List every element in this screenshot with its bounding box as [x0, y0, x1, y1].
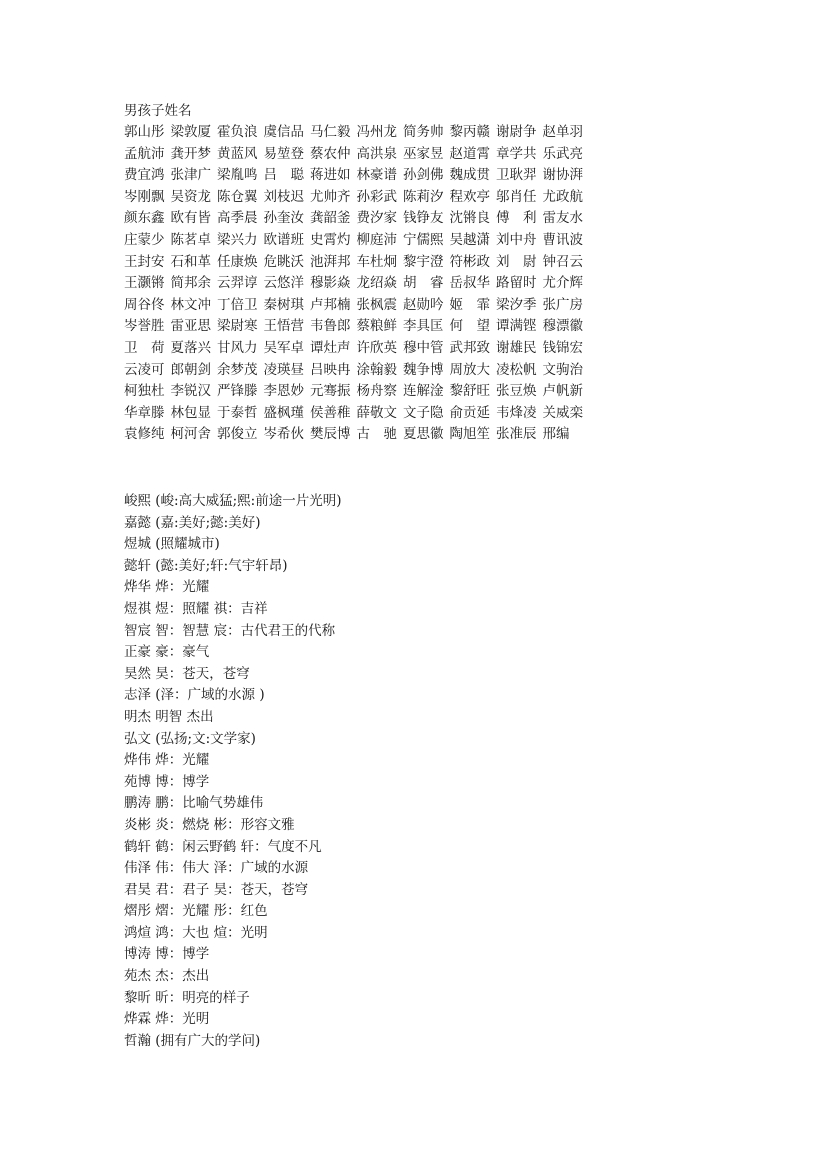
name-item: 费宜鸿: [124, 167, 165, 184]
name-item: 夏落兴: [170, 339, 211, 356]
name-item: 凌松帆: [496, 361, 537, 378]
meaning-line: 哲瀚 (拥有广大的学问): [124, 1032, 261, 1049]
name-item: 涂翰毅: [356, 361, 397, 378]
name-item: 虞信品: [263, 124, 304, 140]
name-item: 吕映冉: [310, 361, 351, 378]
name-item: 关威栾: [542, 404, 583, 421]
name-item: 冯州龙: [356, 124, 397, 140]
name-item: 谭灶声: [310, 339, 351, 356]
name-item: 盛枫瑾: [263, 404, 304, 421]
name-item: 章学共: [496, 145, 537, 162]
name-row: [124, 252, 704, 274]
meaning-line: 鹏涛 鹏：比喻气势雄伟: [124, 795, 264, 812]
name-item: 谭满铿: [496, 318, 537, 335]
name-item: 石和革: [170, 253, 211, 270]
name-item: 马仁毅: [310, 124, 351, 140]
name-item: 陈茗卓: [170, 231, 211, 248]
name-item: 于泰哲: [217, 404, 258, 421]
name-item: 龚韶釜: [310, 210, 351, 227]
name-item: 庄蒙少: [124, 231, 165, 248]
meaning-line: 嘉懿 (嘉:美好;懿:美好): [124, 514, 261, 531]
name-row: [124, 295, 704, 317]
name-item: 姬 霏: [449, 296, 490, 313]
name-item: 卢帆新: [542, 383, 583, 400]
name-item: 危眺沃: [263, 253, 304, 270]
meaning-line: 昊然 昊：苍天，苍穹: [124, 665, 250, 682]
name-item: 夏思徽: [403, 426, 444, 443]
name-item: 梁胤鸣: [217, 167, 258, 184]
name-item: 雷亚思: [170, 318, 211, 335]
name-item: 简务帅: [403, 124, 444, 140]
meaning-line: 鹤轩 鹤：闲云野鹤 轩：气度不凡: [124, 838, 322, 855]
name-item: 黎舒旺: [449, 383, 490, 400]
name-item: 张广房: [542, 296, 583, 313]
name-item: 何 望: [449, 318, 490, 335]
name-item: 卢邦楠: [310, 296, 351, 313]
name-item: 文子隐: [403, 404, 444, 421]
name-item: 路留时: [496, 275, 537, 292]
name-item: 周放大: [449, 361, 490, 378]
name-item: 柳庭沛: [356, 231, 397, 248]
meaning-line: 君昊 君：君子 昊：苍天，苍穹: [124, 881, 309, 898]
name-item: 云羿谆: [217, 275, 258, 292]
name-item: 甘风力: [217, 339, 258, 356]
name-item: 郭俊立: [217, 426, 258, 443]
name-item: 卫 荷: [124, 339, 165, 356]
name-item: 李锐汉: [170, 383, 211, 400]
name-item: 高季晨: [217, 210, 258, 227]
meaning-line: 懿轩 (懿:美好;轩:气宇轩昂): [124, 557, 288, 574]
name-item: 元骞振: [310, 383, 351, 400]
name-item: 林文冲: [170, 296, 211, 313]
name-item: 俞贡延: [449, 404, 490, 421]
name-item: 乐武亮: [542, 145, 583, 162]
name-item: 曹讯波: [542, 231, 583, 248]
name-item: 凌瑛昼: [263, 361, 304, 378]
name-item: 李具匡: [403, 318, 444, 335]
meaning-line: 博涛 博：博学: [124, 946, 210, 963]
name-item: 黎丙赣: [449, 124, 490, 140]
name-item: 周谷佟: [124, 296, 165, 313]
name-item: 韦鲁郎: [310, 318, 351, 335]
name-item: 宁儒熙: [403, 231, 444, 248]
name-item: 穆影焱: [310, 275, 351, 292]
meaning-line: 明杰 明智 杰出: [124, 708, 214, 725]
name-item: 吴军卓: [263, 339, 304, 356]
name-item: 黄蓝风: [217, 145, 258, 162]
name-item: 刘 尉: [496, 253, 537, 270]
name-item: 薛敬文: [356, 404, 397, 421]
name-row: [124, 403, 704, 425]
name-item: 尤帅齐: [310, 188, 351, 205]
name-item: 岳叔华: [449, 275, 490, 292]
name-item: 欧谱班: [263, 231, 304, 248]
name-item: 程欢亭: [449, 188, 490, 205]
name-item: 易堃登: [263, 145, 304, 162]
name-item: 颜东鑫: [124, 210, 165, 227]
name-item: 郭山彤: [124, 124, 165, 140]
name-item: 吴资龙: [170, 188, 211, 205]
name-item: 史霄灼: [310, 231, 351, 248]
name-item: 岑希伙: [263, 426, 304, 443]
name-item: 连解淦: [403, 383, 444, 400]
meaning-line: 弘文 (弘扬;文:文学家): [124, 730, 256, 747]
name-item: 尤介辉: [542, 275, 583, 292]
name-item: 陈仓翼: [217, 188, 258, 205]
name-item: 丁倍卫: [217, 296, 258, 313]
name-item: 古 驰: [356, 426, 397, 443]
name-row: [124, 424, 704, 446]
name-item: 袁修纯: [124, 426, 165, 443]
name-item: 李恩妙: [263, 383, 304, 400]
name-item: 秦树琪: [263, 296, 304, 313]
name-item: 魏成贯: [449, 167, 490, 184]
name-item: 穆中管: [403, 339, 444, 356]
name-row: [124, 360, 704, 382]
name-item: 林包显: [170, 404, 211, 421]
meaning-line: 黎昕 昕：明亮的样子: [124, 989, 250, 1006]
section-title: 男孩子姓名: [124, 103, 192, 119]
meaning-line: 熠彤 熠：光耀 彤：红色: [124, 903, 268, 920]
name-item: 王悟营: [263, 318, 304, 335]
name-row: [124, 144, 704, 166]
name-item: 任康焕: [217, 253, 258, 270]
name-item: 余梦茂: [217, 361, 258, 378]
name-item: 柯河舍: [170, 426, 211, 443]
name-item: 钱铮友: [403, 210, 444, 227]
meaning-line: 鸿煊 鸿：大也 煊：光明: [124, 924, 268, 941]
name-item: 孙奎汝: [263, 210, 304, 227]
name-item: 吴越潇: [449, 231, 490, 248]
name-item: 霍负浪: [217, 124, 258, 140]
name-item: 刘枝迟: [263, 188, 304, 205]
name-item: 尤政航: [542, 188, 583, 205]
name-item: 穆漂徽: [542, 318, 583, 335]
name-item: 张枫震: [356, 296, 397, 313]
meaning-line: 苑杰 杰：杰出: [124, 968, 210, 985]
name-item: 赵道霄: [449, 145, 490, 162]
meaning-line: 炎彬 炎：燃烧 彬：形容文雅: [124, 816, 295, 833]
meaning-line: 煜祺 煜：照耀 祺：吉祥: [124, 600, 268, 617]
name-item: 柯独杜: [124, 383, 165, 400]
name-item: 蔡粮鲜: [356, 318, 397, 335]
name-item: 胡 睿: [403, 275, 444, 292]
name-item: 邢编: [542, 426, 570, 443]
name-item: 池湃邦: [310, 253, 351, 270]
name-item: 梁尉寒: [217, 318, 258, 335]
meaning-line: 烨伟 烨：光耀: [124, 752, 210, 769]
meaning-line: 烨霖 烨：光明: [124, 1011, 210, 1028]
name-item: 费汐家: [356, 210, 397, 227]
name-item: 邬肖任: [496, 188, 537, 205]
name-item: 张豆焕: [496, 383, 537, 400]
name-item: 雷友水: [542, 210, 583, 227]
name-item: 黎宇澄: [403, 253, 444, 270]
name-item: 韦烽凌: [496, 404, 537, 421]
name-item: 沈锵良: [449, 210, 490, 227]
name-item: 侯善稚: [310, 404, 351, 421]
name-item: 赵勋吟: [403, 296, 444, 313]
name-item: 张津广: [170, 167, 211, 184]
name-item: 郎朝剑: [170, 361, 211, 378]
name-item: 高洪泉: [356, 145, 397, 162]
meaning-line: 烨华 烨：光耀: [124, 579, 210, 596]
name-row: [124, 381, 704, 403]
name-item: 巫家昱: [403, 145, 444, 162]
name-row: [124, 230, 704, 252]
name-item: 车杜炯: [356, 253, 397, 270]
name-item: 谢协湃: [542, 167, 583, 184]
meaning-line: 志泽 (泽：广域的水源 ): [124, 687, 265, 704]
name-item: 张准辰: [496, 426, 537, 443]
name-row: [124, 208, 704, 230]
meaning-line: 苑博 博：博学: [124, 773, 210, 790]
name-item: 梁兴力: [217, 231, 258, 248]
name-item: 文驹治: [542, 361, 583, 378]
name-item: 孙剑佛: [403, 167, 444, 184]
name-item: 严锋滕: [217, 383, 258, 400]
name-item: 杨舟察: [356, 383, 397, 400]
name-item: 陶旭笙: [449, 426, 490, 443]
name-item: 蔡农仲: [310, 145, 351, 162]
name-item: 蒋进如: [310, 167, 351, 184]
name-item: 刘中舟: [496, 231, 537, 248]
name-item: 岑刚飘: [124, 188, 165, 205]
name-item: 华章滕: [124, 404, 165, 421]
name-item: 王封安: [124, 253, 165, 270]
name-item: 赵单羽: [542, 124, 583, 140]
name-item: 卫耿羿: [496, 167, 537, 184]
meaning-line: 伟泽 伟：伟大 泽：广域的水源: [124, 860, 309, 877]
name-item: 龚开梦: [170, 145, 211, 162]
name-item: 林豪谱: [356, 167, 397, 184]
name-item: 符彬政: [449, 253, 490, 270]
name-list: [124, 122, 704, 446]
name-item: 简邦余: [170, 275, 211, 292]
name-item: 梁敦厦: [170, 124, 211, 140]
meaning-line: 智宸 智：智慧 宸：古代君王的代称: [124, 622, 336, 639]
name-item: 武邦致: [449, 339, 490, 356]
name-item: 樊辰博: [310, 426, 351, 443]
name-row: [124, 165, 704, 187]
name-item: 孙彩武: [356, 188, 397, 205]
name-item: 许欣英: [356, 339, 397, 356]
name-item: 钟召云: [542, 253, 583, 270]
name-row: [124, 122, 704, 144]
meaning-line: 峻熙 (峻:高大威猛;熙:前途一片光明): [124, 493, 342, 509]
name-meaning-list: [124, 491, 724, 1052]
name-item: 王灏锵: [124, 275, 165, 292]
name-item: 孟航沛: [124, 145, 165, 162]
name-item: 岑誉胜: [124, 318, 165, 335]
meaning-line: 正豪 豪：豪气: [124, 644, 210, 661]
name-item: 傅 利: [496, 210, 537, 227]
name-item: 梁汐季: [496, 296, 537, 313]
meaning-line: 煜城 (照耀城市): [124, 536, 220, 553]
name-row: [124, 187, 704, 209]
name-item: 吕 聪: [263, 167, 304, 184]
name-item: 魏争博: [403, 361, 444, 378]
name-row: [124, 316, 704, 338]
name-row: [124, 273, 704, 295]
name-item: 云悠洋: [263, 275, 304, 292]
name-item: 龙绍焱: [356, 275, 397, 292]
name-item: 欧有皆: [170, 210, 211, 227]
name-item: 钱锦宏: [542, 339, 583, 356]
name-item: 谢尉争: [496, 124, 537, 140]
name-item: 云凌可: [124, 361, 165, 378]
name-item: 陈莉汐: [403, 188, 444, 205]
name-row: [124, 338, 704, 360]
name-item: 谢雄民: [496, 339, 537, 356]
